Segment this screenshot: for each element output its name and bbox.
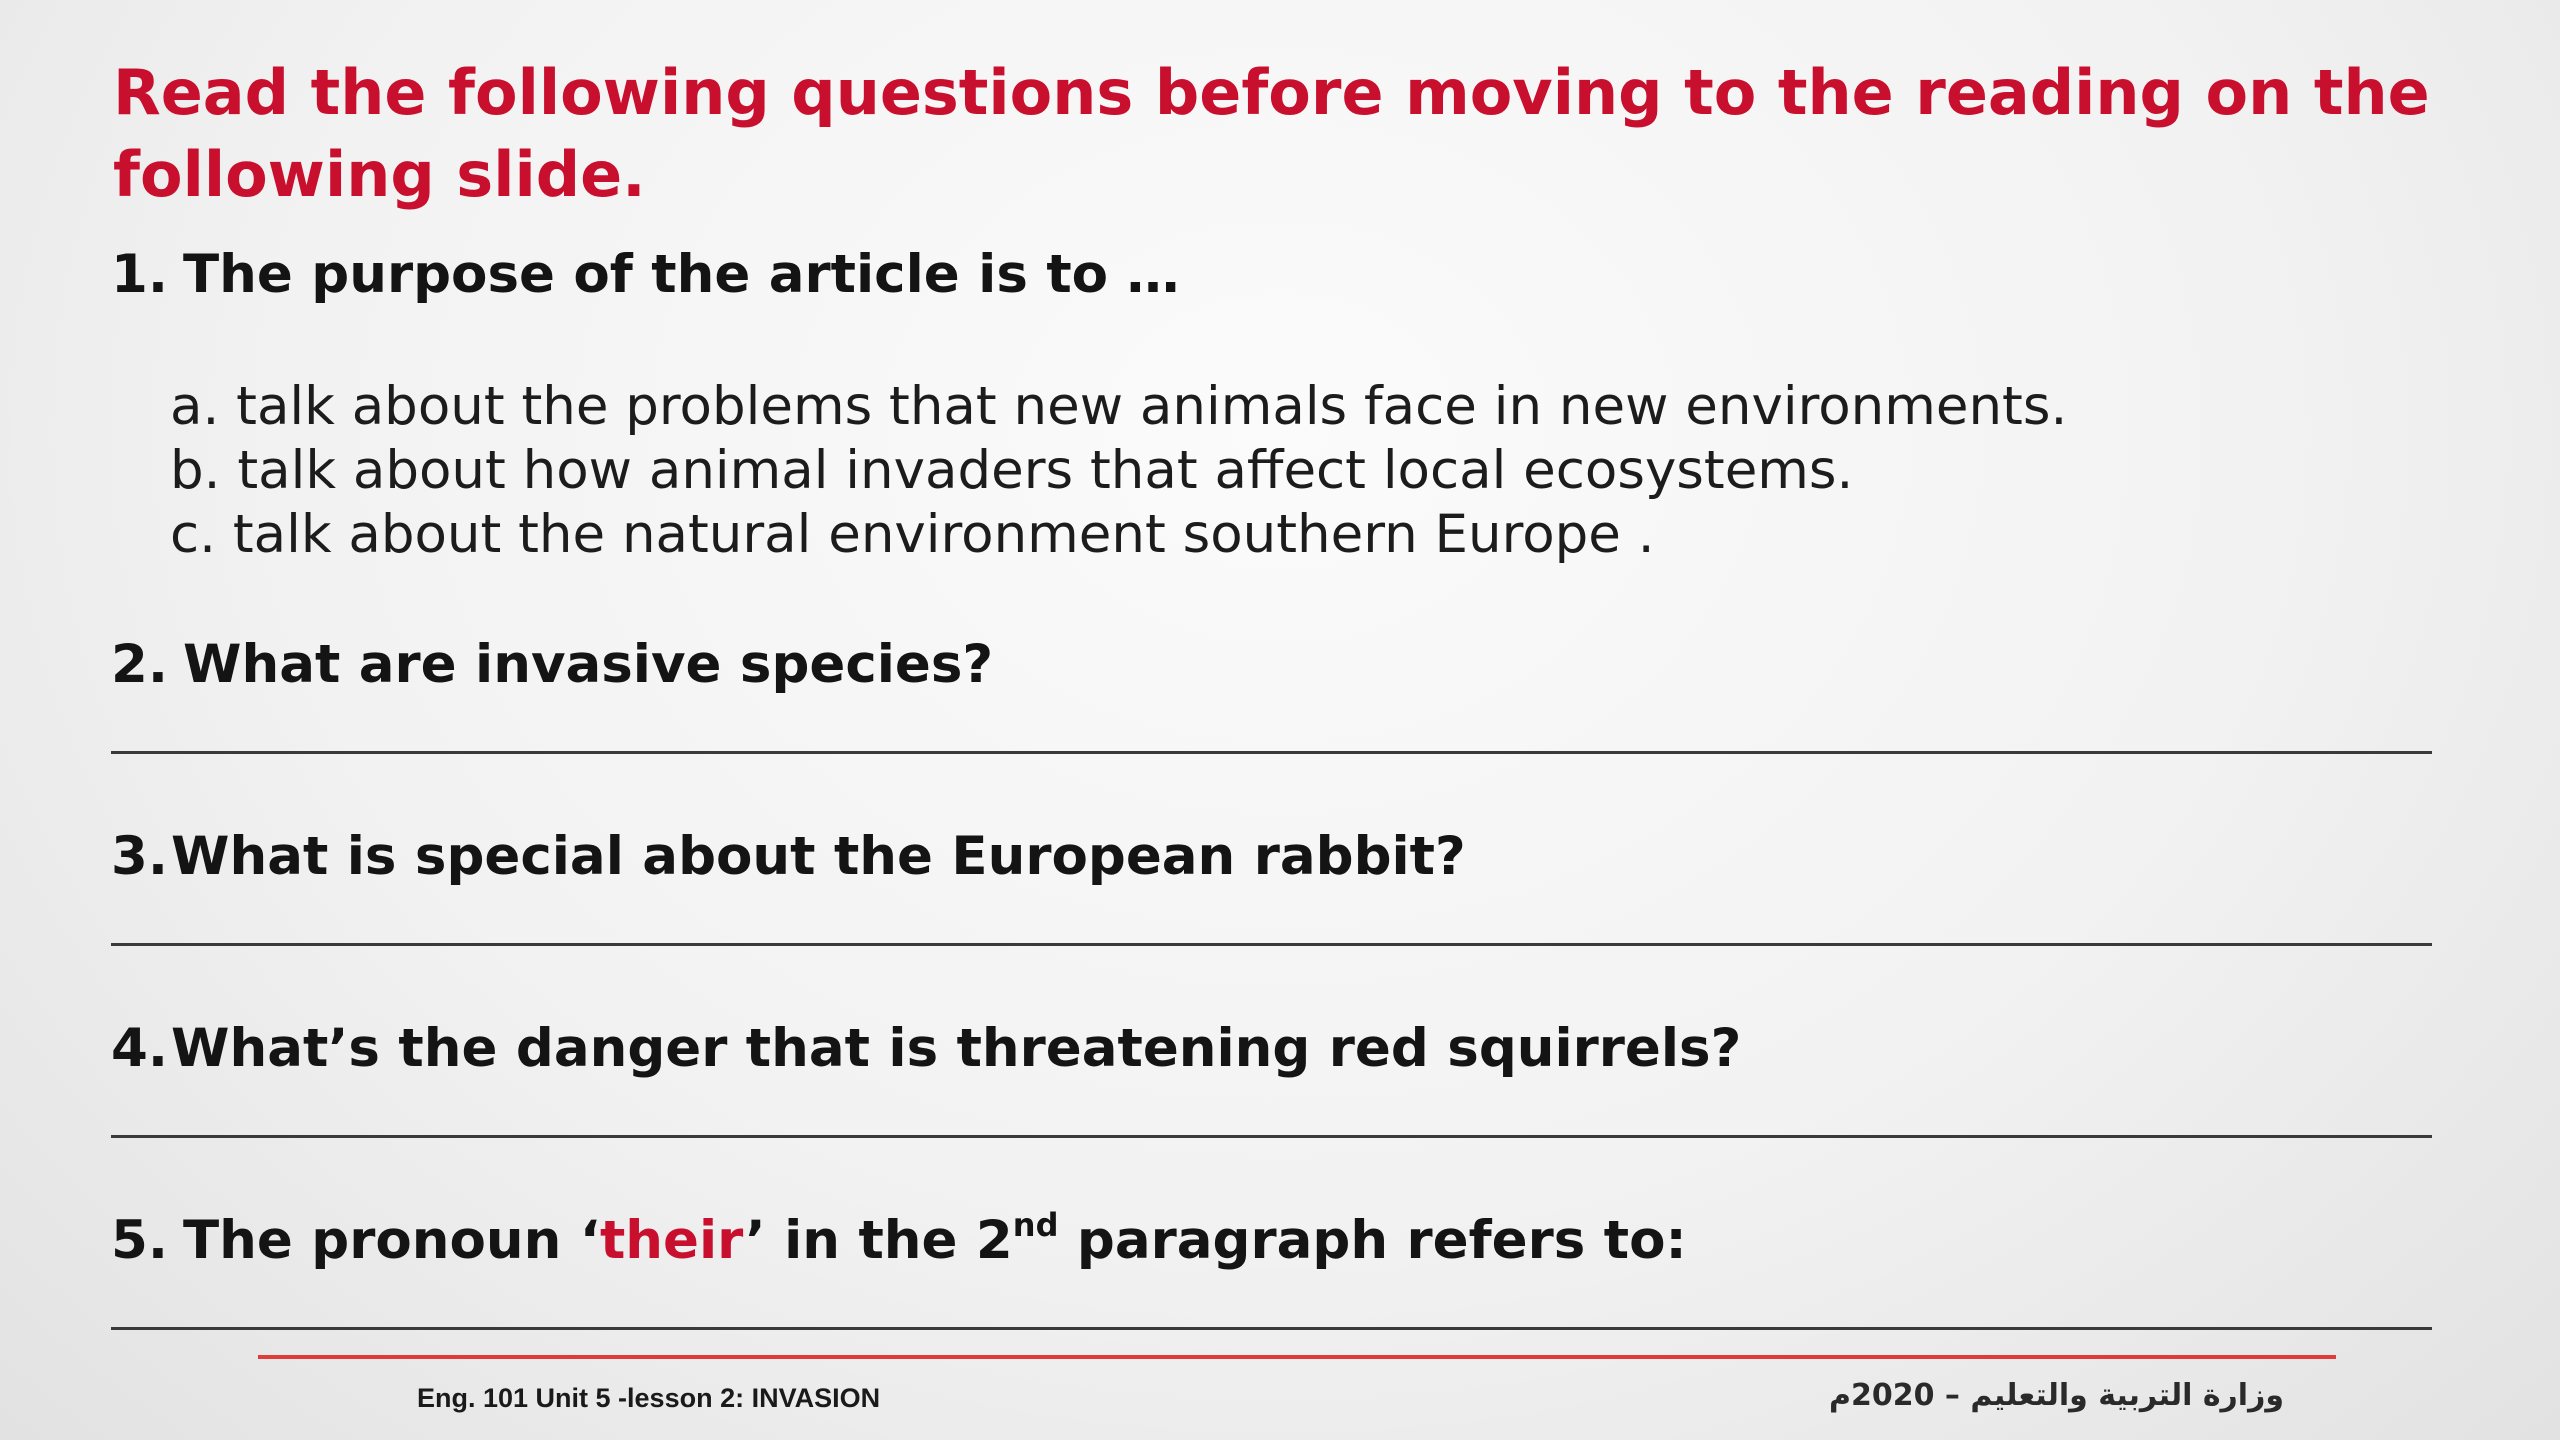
- question-text: The purpose of the article is to …: [183, 244, 1180, 305]
- option-a: a. talk about the problems that new animals face in new environments.: [170, 376, 2068, 437]
- option-b: b. talk about how animal invaders that affect local ecosystems.: [170, 440, 1854, 501]
- footer-course-label: Eng. 101 Unit 5 -lesson 2: INVASION: [417, 1383, 881, 1413]
- question-text: What’s the danger that is threatening red squirrels?: [171, 1018, 1742, 1079]
- question-4: [111, 1017, 1741, 1081]
- question-text-start: The pronoun ‘: [183, 1210, 600, 1271]
- question-text: What are invasive species?: [183, 634, 994, 695]
- footer-divider: [258, 1355, 2336, 1359]
- answer-line-2: [111, 751, 2432, 754]
- option-c: c. talk about the natural environment southern Europe .: [170, 504, 1655, 565]
- question-number: 5.: [111, 1210, 169, 1271]
- question-3: [111, 825, 1466, 889]
- question-number: 1.: [111, 244, 169, 305]
- question-5: [111, 1206, 1687, 1273]
- question-text: What is special about the European rabbit?: [171, 826, 1466, 887]
- answer-line-4: [111, 1135, 2432, 1138]
- question-2: [111, 633, 993, 697]
- ordinal-superscript: nd: [1012, 1206, 1059, 1244]
- question-1: [111, 243, 1180, 307]
- question-number: 4.: [111, 1018, 169, 1079]
- question-number: 2.: [111, 634, 169, 695]
- slide-heading: Read the following questions before moving to the reading on the following slide.: [113, 56, 2430, 211]
- question-number: 3.: [111, 826, 169, 887]
- answer-line-5: [111, 1327, 2432, 1330]
- answer-line-3: [111, 943, 2432, 946]
- answer-options: [170, 375, 2067, 567]
- question-text-middle: ’ in the 2: [745, 1210, 1013, 1271]
- highlighted-pronoun: their: [599, 1210, 746, 1271]
- question-text-end: paragraph refers to:: [1058, 1210, 1687, 1271]
- footer-ministry-label: وزارة التربية والتعليم – 2020م: [1828, 1378, 2284, 1413]
